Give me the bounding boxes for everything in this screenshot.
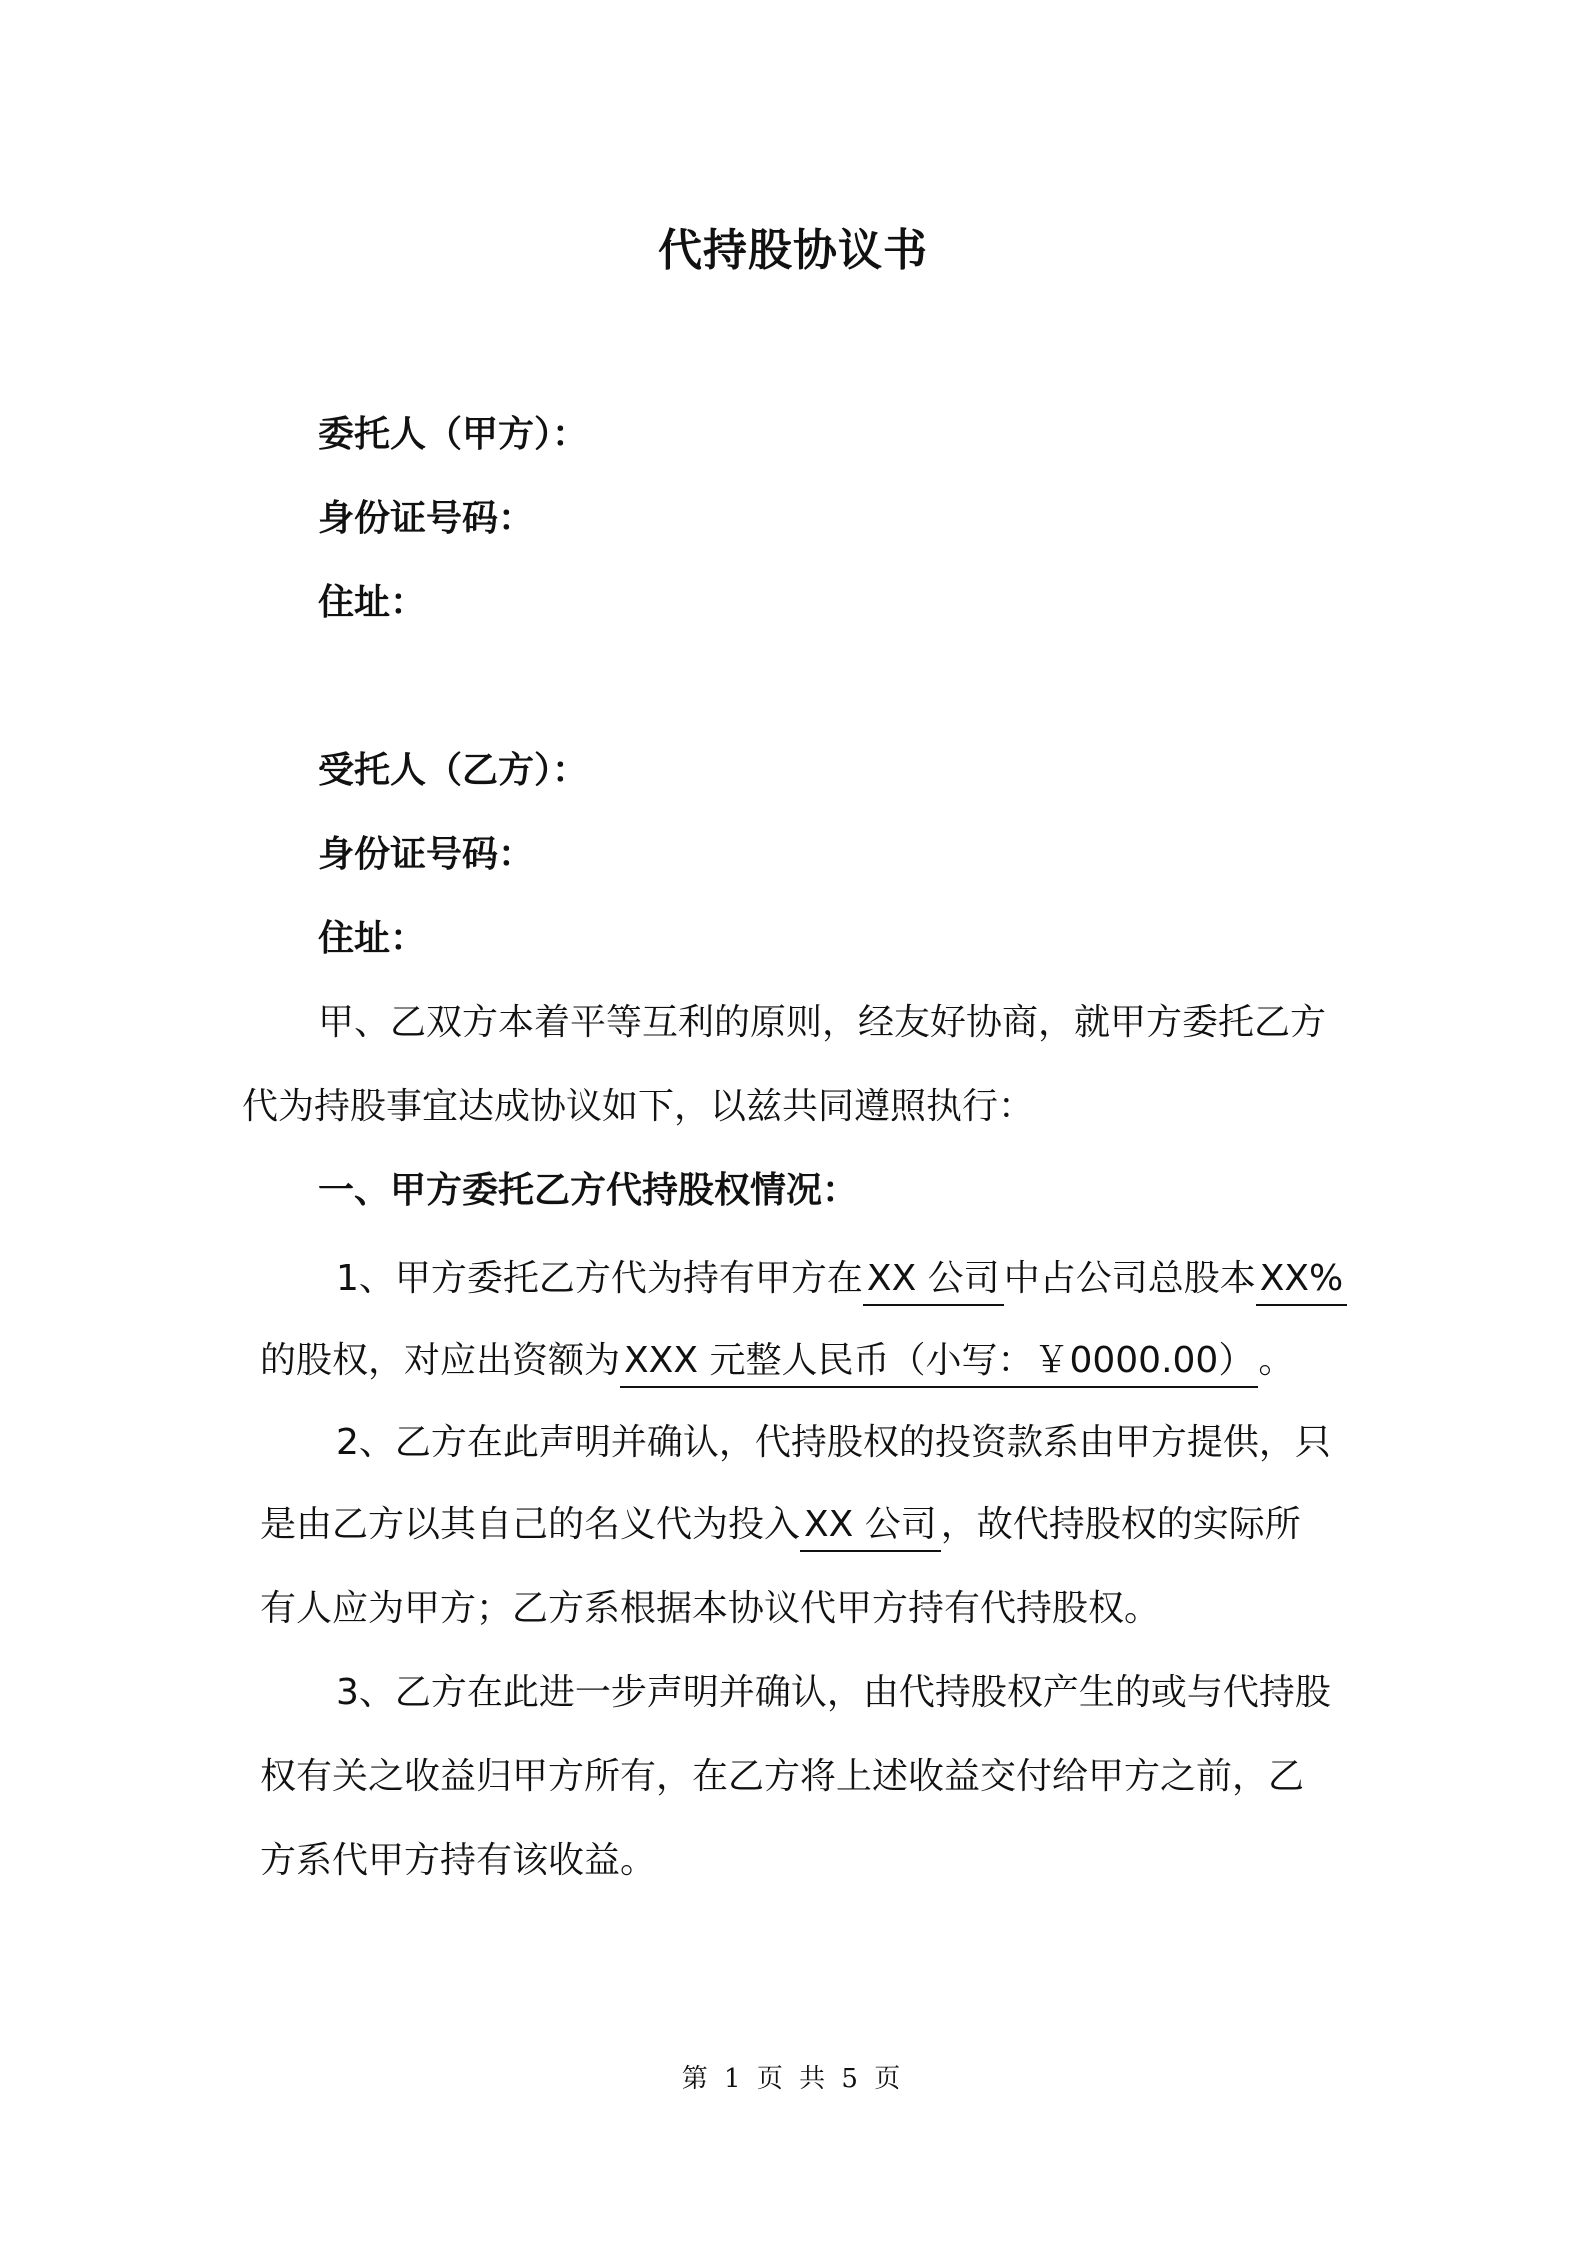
- preamble-line-2: 代为持股事宜达成协议如下，以兹共同遵照执行：: [242, 1086, 1035, 1127]
- document-title: 代持股协议书: [658, 225, 928, 276]
- preamble-line-1: 甲、乙双方本着平等互利的原则，经友好协商，就甲方委托乙方: [318, 1002, 1327, 1043]
- page-number-footer: 第 1 页 共 5 页: [681, 2064, 905, 2094]
- party-b-label: 受托人（乙方）：: [318, 750, 589, 791]
- clause-3-line-1: 3、乙方在此进一步声明并确认，由代持股权产生的或与代持股: [336, 1672, 1331, 1713]
- clause-2-line-2: [260, 1500, 1301, 1552]
- clause-2-line-1: 2、乙方在此声明并确认，代持股权的投资款系由甲方提供，只: [336, 1422, 1331, 1463]
- clause-2-company-blank: XX 公司: [800, 1504, 941, 1552]
- clause-1-line-2: [260, 1336, 1294, 1388]
- clause-3-line-3: 方系代甲方持有该收益。: [260, 1840, 657, 1881]
- clause-1-mid: 中占公司总股本: [1003, 1258, 1256, 1299]
- party-b-id-label: 身份证号码：: [318, 834, 535, 875]
- clause-2-line-2-suffix: ，故代持股权的实际所: [940, 1504, 1301, 1545]
- clause-1-amount-blank: XXX 元整人民币（小写：￥0000.00）: [620, 1340, 1258, 1388]
- clause-2-line-3: 有人应为甲方；乙方系根据本协议代甲方持有代持股权。: [260, 1588, 1161, 1629]
- party-a-address-label: 住址：: [318, 582, 427, 623]
- clause-3-line-2: 权有关之收益归甲方所有，在乙方将上述收益交付给甲方之前，乙: [260, 1756, 1305, 1797]
- clause-1-percent-blank: XX%: [1256, 1258, 1348, 1306]
- clause-1-line-2-suffix: 。: [1258, 1340, 1295, 1381]
- clause-1-prefix: 1、甲方委托乙方代为持有甲方在: [336, 1258, 863, 1299]
- clause-1-company-blank: XX 公司: [863, 1258, 1004, 1306]
- party-a-id-label: 身份证号码：: [318, 498, 535, 539]
- section-1-heading: 一、甲方委托乙方代持股权情况：: [318, 1170, 859, 1211]
- clause-2-line-2-prefix: 是由乙方以其自己的名义代为投入: [260, 1504, 801, 1545]
- party-b-address-label: 住址：: [318, 918, 427, 959]
- clause-1-line-2-prefix: 的股权，对应出资额为: [260, 1340, 621, 1381]
- party-a-label: 委托人（甲方）：: [318, 414, 589, 455]
- clause-1-line-1: [336, 1254, 1347, 1306]
